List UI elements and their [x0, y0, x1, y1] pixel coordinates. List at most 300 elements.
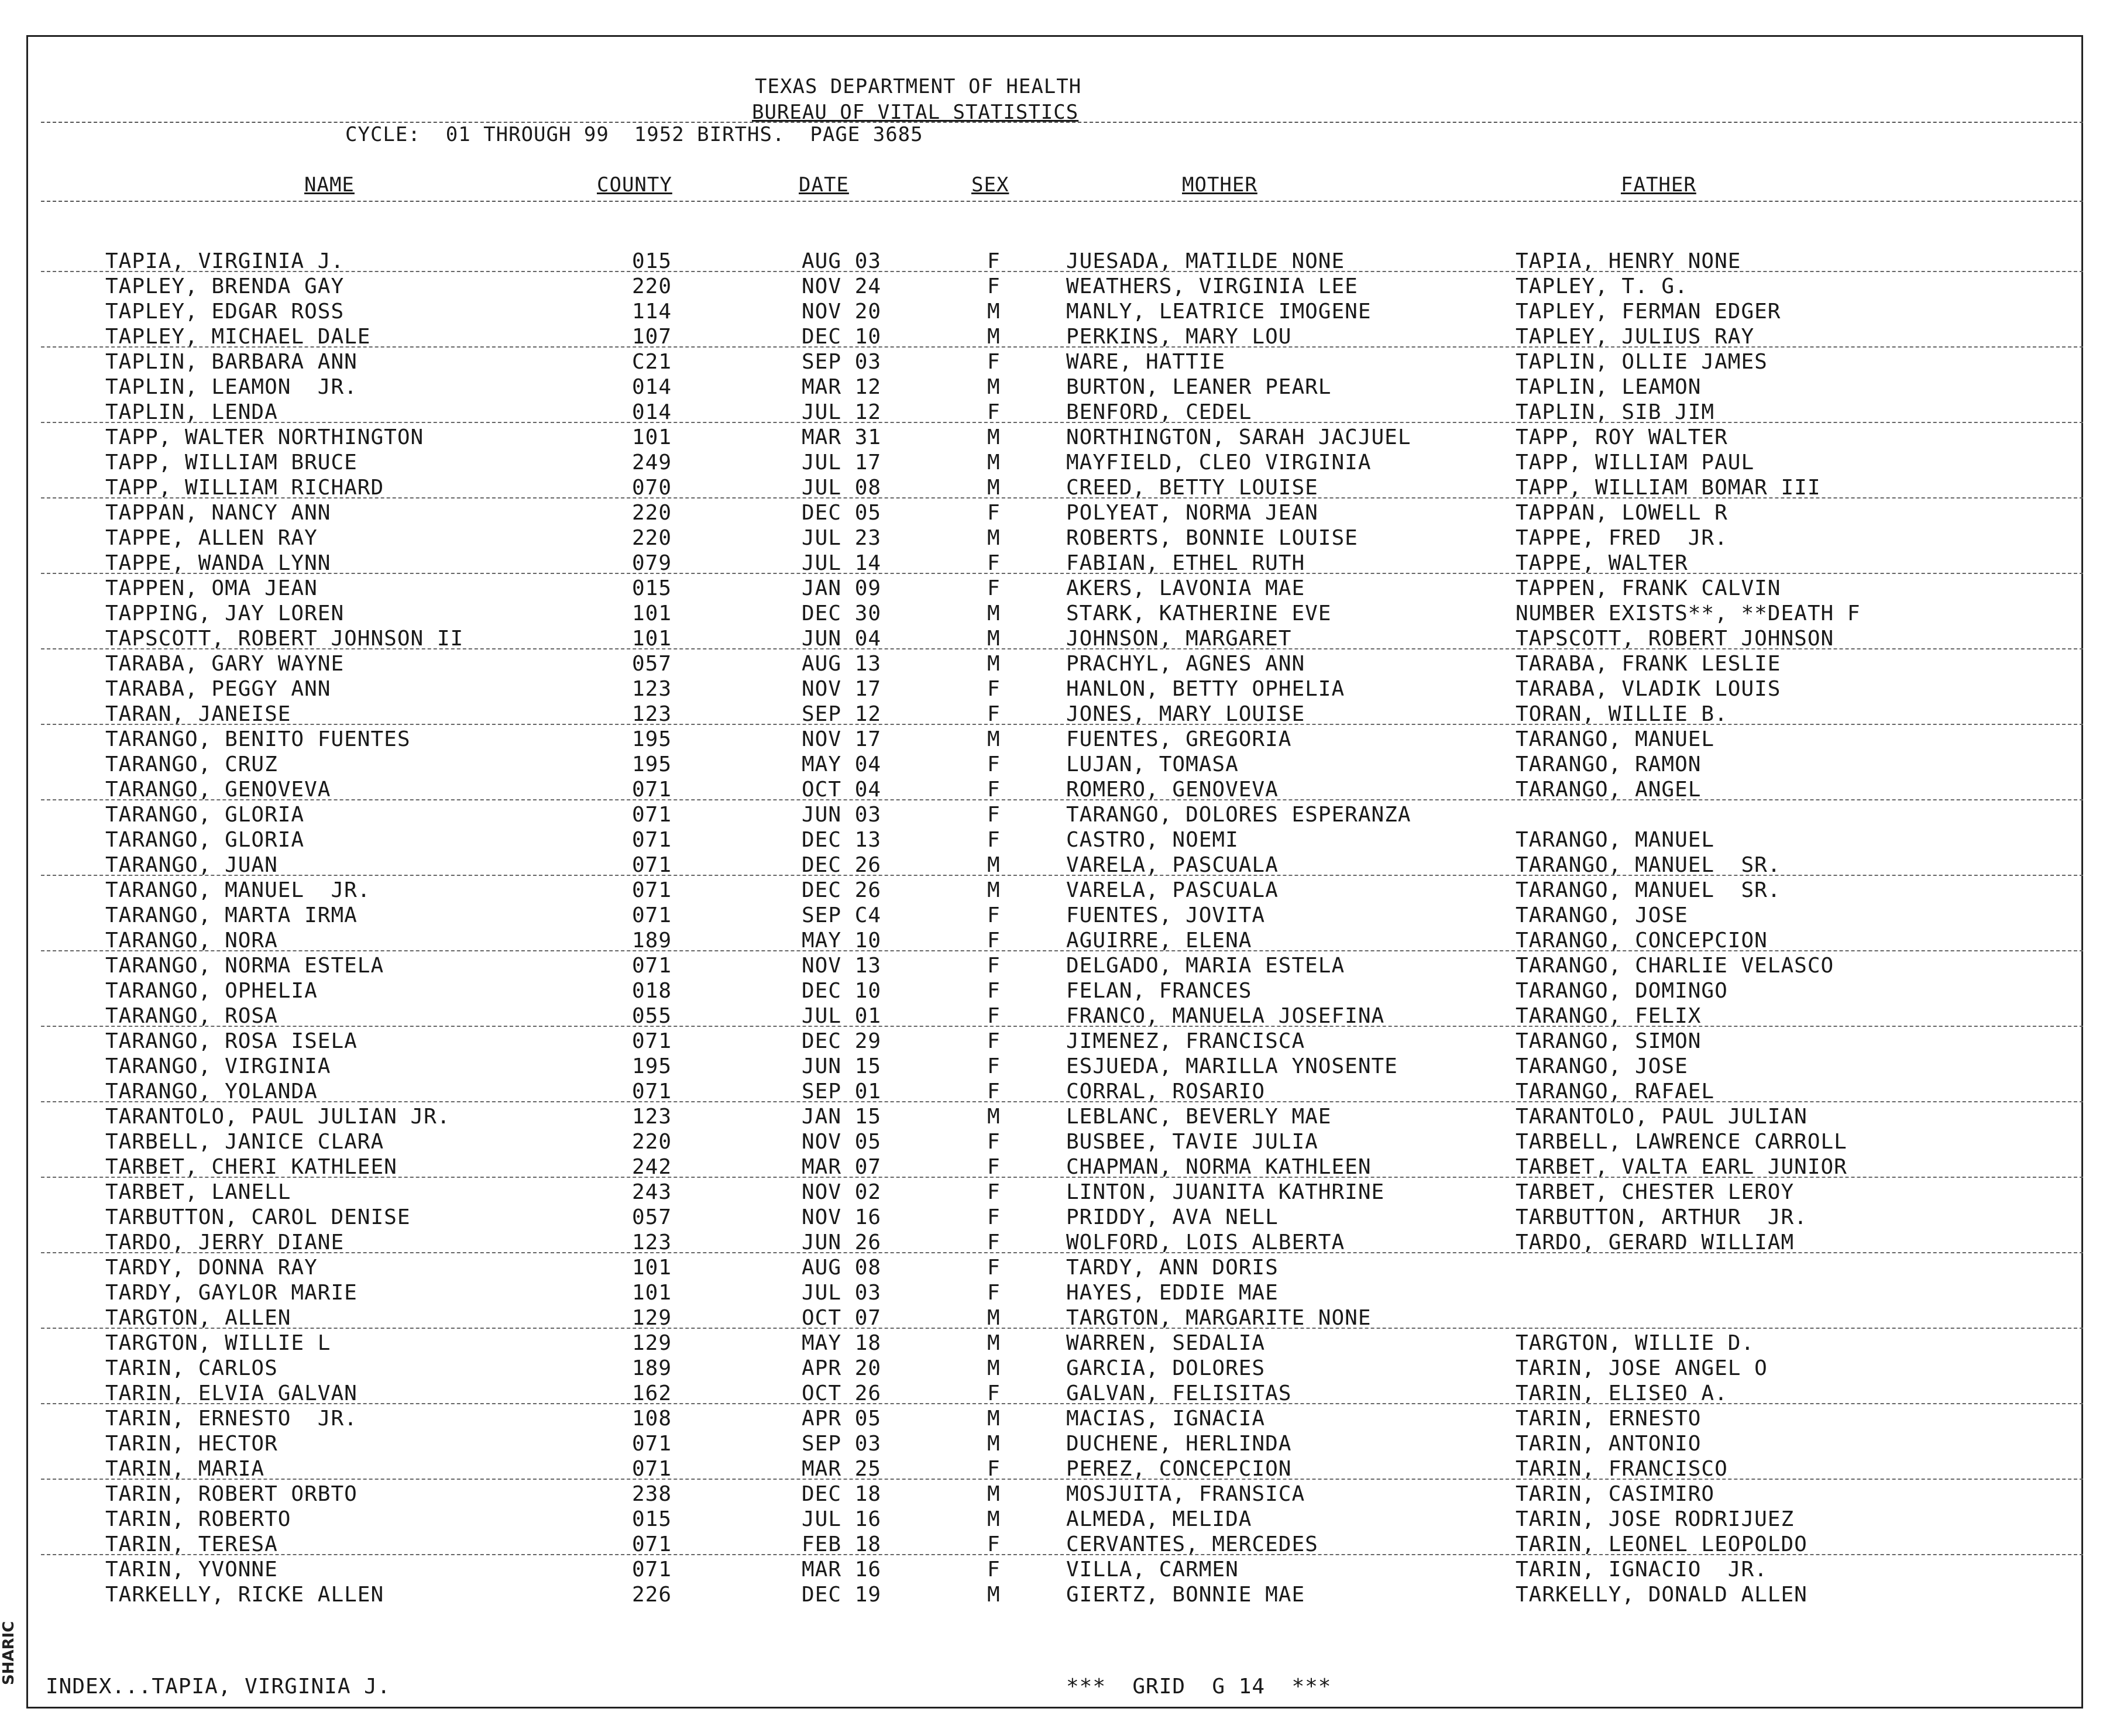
row-divider — [41, 950, 2083, 951]
table-row — [0, 324, 2083, 349]
cell-county: 243 — [632, 1180, 672, 1204]
table-row — [0, 1154, 2083, 1180]
cell-sex: F — [987, 1457, 1001, 1481]
cell-sex: F — [987, 1532, 1001, 1556]
cell-name: TARIN, HECTOR — [105, 1432, 278, 1456]
column-header-father: FATHER — [1621, 173, 1696, 197]
table-row — [0, 1054, 2083, 1079]
table-row — [0, 1205, 2083, 1230]
cell-sex: F — [987, 803, 1001, 827]
cell-date: DEC 29 — [802, 1029, 882, 1053]
row-divider — [41, 573, 2083, 574]
cell-county: 195 — [632, 752, 672, 776]
cell-mother: CERVANTES, MERCEDES — [1066, 1532, 1318, 1556]
cell-mother: LEBLANC, BEVERLY MAE — [1066, 1105, 1332, 1129]
cell-mother: WARREN, SEDALIA — [1066, 1331, 1266, 1355]
cell-county: 071 — [632, 828, 672, 852]
cell-father: TAPP, WILLIAM BOMAR III — [1516, 476, 1821, 500]
cell-sex: F — [987, 828, 1001, 852]
cell-name: TARIN, CARLOS — [105, 1356, 278, 1380]
table-row — [0, 928, 2083, 953]
cell-date: NOV 05 — [802, 1130, 882, 1154]
cell-date: AUG 03 — [802, 249, 882, 273]
cell-sex: F — [987, 1130, 1001, 1154]
cell-sex: F — [987, 1230, 1001, 1254]
cell-father: TAPP, WILLIAM PAUL — [1516, 451, 1755, 475]
cell-father: TARANGO, MANUEL — [1516, 828, 1715, 852]
cell-name: TAPPEN, OMA JEAN — [105, 576, 318, 600]
cell-sex: F — [987, 1381, 1001, 1405]
cell-date: NOV 17 — [802, 727, 882, 751]
cell-name: TAPIA, VIRGINIA J. — [105, 249, 345, 273]
cell-father: NUMBER EXISTS**, **DEATH F — [1516, 601, 1861, 625]
cell-date: APR 05 — [802, 1407, 882, 1431]
cell-date: MAR 25 — [802, 1457, 882, 1481]
cell-father: TAPSCOTT, ROBERT JOHNSON — [1516, 627, 1834, 651]
cell-name: TARIN, TERESA — [105, 1532, 278, 1556]
cell-date: JUL 01 — [802, 1004, 882, 1028]
cell-name: TARBELL, JANICE CLARA — [105, 1130, 384, 1154]
cell-name: TARANGO, MARTA IRMA — [105, 903, 358, 927]
cell-county: 129 — [632, 1331, 672, 1355]
cell-date: JUL 12 — [802, 400, 882, 424]
cell-county: 071 — [632, 1432, 672, 1456]
cell-name: TAPLIN, LENDA — [105, 400, 278, 424]
cell-name: TAPPING, JAY LOREN — [105, 601, 345, 625]
cell-county: 123 — [632, 677, 672, 701]
cell-date: DEC 26 — [802, 878, 882, 902]
cell-name: TAPP, WILLIAM RICHARD — [105, 476, 384, 500]
table-row — [0, 601, 2083, 626]
cell-sex: F — [987, 501, 1001, 525]
cell-name: TAPPAN, NANCY ANN — [105, 501, 331, 525]
cell-sex: M — [987, 526, 1001, 550]
cell-name: TARBET, LANELL — [105, 1180, 291, 1204]
footer-grid: *** GRID G 14 *** — [1066, 1675, 1332, 1699]
cell-date: MAY 18 — [802, 1331, 882, 1355]
table-row — [0, 349, 2083, 374]
cell-father: TARIN, ERNESTO — [1516, 1407, 1702, 1431]
table-row — [0, 827, 2083, 852]
cell-father: TARIN, JOSE RODRIJUEZ — [1516, 1507, 1795, 1531]
cell-name: TAPLEY, EDGAR ROSS — [105, 300, 345, 324]
cell-sex: M — [987, 727, 1001, 751]
cell-mother: JONES, MARY LOUISE — [1066, 702, 1305, 726]
cell-county: 057 — [632, 652, 672, 676]
cell-father: TARIN, FRANCISCO — [1516, 1457, 1728, 1481]
cell-county: 071 — [632, 853, 672, 877]
cell-mother: MOSJUITA, FRANSICA — [1066, 1482, 1305, 1506]
cell-sex: M — [987, 451, 1001, 475]
table-row — [0, 1331, 2083, 1356]
cell-mother: DELGADO, MARIA ESTELA — [1066, 954, 1345, 978]
table-row — [0, 1305, 2083, 1331]
table-row — [0, 374, 2083, 400]
cell-date: NOV 16 — [802, 1205, 882, 1229]
cell-county: 071 — [632, 954, 672, 978]
cell-name: TAPP, WILLIAM BRUCE — [105, 451, 358, 475]
cell-mother: GIERTZ, BONNIE MAE — [1066, 1583, 1305, 1607]
cell-father: TARIN, IGNACIO JR. — [1516, 1558, 1768, 1582]
table-row — [0, 727, 2083, 752]
cell-date: JUN 15 — [802, 1054, 882, 1078]
cell-mother: FRANCO, MANUELA JOSEFINA — [1066, 1004, 1385, 1028]
cell-mother: ROBERTS, BONNIE LOUISE — [1066, 526, 1358, 550]
cell-county: 014 — [632, 375, 672, 399]
cell-father: TARIN, JOSE ANGEL O — [1516, 1356, 1768, 1380]
table-row — [0, 1431, 2083, 1456]
cell-sex: F — [987, 1256, 1001, 1280]
table-row — [0, 1356, 2083, 1381]
cell-mother: WEATHERS, VIRGINIA LEE — [1066, 274, 1358, 298]
row-divider — [41, 1101, 2083, 1102]
cell-father: TARDO, GERARD WILLIAM — [1516, 1230, 1795, 1254]
cell-mother: BUSBEE, TAVIE JULIA — [1066, 1130, 1318, 1154]
table-row — [0, 249, 2083, 274]
cell-date: NOV 13 — [802, 954, 882, 978]
cell-name: TAPLEY, BRENDA GAY — [105, 274, 345, 298]
cell-father: TARANGO, DOMINGO — [1516, 979, 1728, 1003]
cell-sex: M — [987, 1105, 1001, 1129]
cell-father: TAPPAN, LOWELL R — [1516, 501, 1728, 525]
cell-sex: F — [987, 576, 1001, 600]
cell-father: TARIN, ANTONIO — [1516, 1432, 1702, 1456]
table-row — [0, 1029, 2083, 1054]
cell-sex: M — [987, 1583, 1001, 1607]
cell-sex: M — [987, 878, 1001, 902]
cell-mother: DUCHENE, HERLINDA — [1066, 1432, 1292, 1456]
cell-name: TARANGO, VIRGINIA — [105, 1054, 331, 1078]
cell-county: 057 — [632, 1205, 672, 1229]
cell-name: TARIN, MARIA — [105, 1457, 265, 1481]
column-header-county: COUNTY — [597, 173, 672, 197]
table-row — [0, 1406, 2083, 1431]
footer-index: INDEX...TAPIA, VIRGINIA J. — [46, 1675, 391, 1699]
cell-mother: VARELA, PASCUALA — [1066, 878, 1279, 902]
cell-name: TARANGO, ROSA ISELA — [105, 1029, 358, 1053]
header-bureau: BUREAU OF VITAL STATISTICS — [752, 101, 1079, 124]
row-divider — [41, 422, 2083, 423]
cell-name: TARANGO, OPHELIA — [105, 979, 318, 1003]
cell-date: DEC 26 — [802, 853, 882, 877]
cell-sex: F — [987, 551, 1001, 575]
table-row — [0, 978, 2083, 1003]
cell-sex: M — [987, 627, 1001, 651]
cell-county: 220 — [632, 501, 672, 525]
cell-sex: F — [987, 1155, 1001, 1179]
cell-sex: M — [987, 1356, 1001, 1380]
cell-mother: ESJUEDA, MARILLA YNOSENTE — [1066, 1054, 1398, 1078]
table-row — [0, 1381, 2083, 1406]
cell-father: TARBELL, LAWRENCE CARROLL — [1516, 1130, 1847, 1154]
cell-county: 195 — [632, 1054, 672, 1078]
cell-sex: M — [987, 375, 1001, 399]
cell-date: OCT 04 — [802, 778, 882, 802]
cell-sex: F — [987, 1004, 1001, 1028]
table-row — [0, 1104, 2083, 1129]
cell-mother: POLYEAT, NORMA JEAN — [1066, 501, 1318, 525]
cell-sex: M — [987, 476, 1001, 500]
cell-date: DEC 30 — [802, 601, 882, 625]
cell-name: TARANGO, MANUEL JR. — [105, 878, 371, 902]
cell-county: 189 — [632, 929, 672, 953]
cell-name: TAPPE, WANDA LYNN — [105, 551, 331, 575]
cell-father: TAPLEY, JULIUS RAY — [1516, 325, 1755, 349]
cell-father: TORAN, WILLIE B. — [1516, 702, 1728, 726]
cell-county: 018 — [632, 979, 672, 1003]
table-row — [0, 1532, 2083, 1557]
cell-county: 108 — [632, 1407, 672, 1431]
cell-sex: M — [987, 425, 1001, 449]
cell-date: OCT 26 — [802, 1381, 882, 1405]
cell-mother: GARCIA, DOLORES — [1066, 1356, 1266, 1380]
cell-mother: STARK, KATHERINE EVE — [1066, 601, 1332, 625]
table-row — [0, 676, 2083, 702]
cell-name: TAPLEY, MICHAEL DALE — [105, 325, 371, 349]
cell-mother: PERKINS, MARY LOU — [1066, 325, 1292, 349]
cell-mother: JUESADA, MATILDE NONE — [1066, 249, 1345, 273]
cell-county: 071 — [632, 903, 672, 927]
cell-sex: F — [987, 979, 1001, 1003]
row-divider — [41, 1554, 2083, 1555]
cell-name: TARDY, DONNA RAY — [105, 1256, 318, 1280]
cell-mother: FUENTES, GREGORIA — [1066, 727, 1292, 751]
cell-sex: F — [987, 954, 1001, 978]
cell-date: SEP 12 — [802, 702, 882, 726]
table-row — [0, 274, 2083, 299]
row-divider — [41, 1026, 2083, 1027]
cell-mother: FUENTES, JOVITA — [1066, 903, 1266, 927]
table-row — [0, 475, 2083, 500]
cell-mother: MAYFIELD, CLEO VIRGINIA — [1066, 451, 1372, 475]
cell-county: 107 — [632, 325, 672, 349]
cell-county: 071 — [632, 1532, 672, 1556]
row-divider — [41, 497, 2083, 499]
cell-county: 129 — [632, 1306, 672, 1330]
cell-name: TARDO, JERRY DIANE — [105, 1230, 345, 1254]
cell-sex: M — [987, 652, 1001, 676]
cell-county: 101 — [632, 425, 672, 449]
cell-name: TARGTON, WILLIE L — [105, 1331, 331, 1355]
cell-county: 123 — [632, 1230, 672, 1254]
column-header-mother: MOTHER — [1182, 173, 1257, 197]
cell-name: TARIN, ROBERT ORBTO — [105, 1482, 358, 1506]
cell-sex: F — [987, 903, 1001, 927]
cell-mother: AKERS, LAVONIA MAE — [1066, 576, 1305, 600]
cell-date: SEP 03 — [802, 1432, 882, 1456]
cell-county: 071 — [632, 778, 672, 802]
cell-county: 101 — [632, 1281, 672, 1305]
cell-date: JUN 04 — [802, 627, 882, 651]
cell-date: JUL 23 — [802, 526, 882, 550]
cell-father: TAPLEY, FERMAN EDGER — [1516, 300, 1781, 324]
cell-mother: HAYES, EDDIE MAE — [1066, 1281, 1279, 1305]
cell-county: 055 — [632, 1004, 672, 1028]
cell-sex: M — [987, 325, 1001, 349]
cell-date: DEC 18 — [802, 1482, 882, 1506]
table-row — [0, 1582, 2083, 1607]
cell-date: FEB 18 — [802, 1532, 882, 1556]
cell-date: JUL 16 — [802, 1507, 882, 1531]
cell-county: 014 — [632, 400, 672, 424]
cell-county: 220 — [632, 274, 672, 298]
cell-father: TAPPE, WALTER — [1516, 551, 1688, 575]
cell-sex: M — [987, 300, 1001, 324]
cell-county: 220 — [632, 1130, 672, 1154]
cell-name: TARANGO, NORMA ESTELA — [105, 954, 384, 978]
table-row — [0, 1003, 2083, 1029]
cell-mother: PEREZ, CONCEPCION — [1066, 1457, 1292, 1481]
cell-mother: LUJAN, TOMASA — [1066, 752, 1239, 776]
table-row — [0, 1557, 2083, 1582]
cell-county: 101 — [632, 627, 672, 651]
cell-name: TARANGO, JUAN — [105, 853, 278, 877]
cell-name: TARKELLY, RICKE ALLEN — [105, 1583, 384, 1607]
cell-sex: F — [987, 752, 1001, 776]
cell-father: TAPIA, HENRY NONE — [1516, 249, 1741, 273]
cell-mother: PRIDDY, AVA NELL — [1066, 1205, 1279, 1229]
cell-father: TARKELLY, DONALD ALLEN — [1516, 1583, 1808, 1607]
table-row — [0, 551, 2083, 576]
cell-father: TARIN, LEONEL LEOPOLDO — [1516, 1532, 1808, 1556]
table-row — [0, 1456, 2083, 1481]
column-header-sex: SEX — [971, 173, 1009, 197]
cell-county: 249 — [632, 451, 672, 475]
table-row — [0, 450, 2083, 475]
cell-name: TARANGO, BENITO FUENTES — [105, 727, 411, 751]
cell-sex: F — [987, 1205, 1001, 1229]
table-row — [0, 1129, 2083, 1154]
cell-sex: F — [987, 1054, 1001, 1078]
cell-date: JUL 17 — [802, 451, 882, 475]
table-row — [0, 903, 2083, 928]
cell-father: TARABA, VLADIK LOUIS — [1516, 677, 1781, 701]
cell-sex: F — [987, 400, 1001, 424]
cell-name: TARABA, PEGGY ANN — [105, 677, 331, 701]
cell-date: APR 20 — [802, 1356, 882, 1380]
cell-county: 071 — [632, 878, 672, 902]
cell-date: JUL 14 — [802, 551, 882, 575]
cell-father: TARANGO, CHARLIE VELASCO — [1516, 954, 1834, 978]
row-divider — [41, 271, 2083, 272]
cell-mother: BENFORD, CEDEL — [1066, 400, 1252, 424]
table-row — [0, 953, 2083, 978]
cell-sex: M — [987, 601, 1001, 625]
cell-date: JUN 26 — [802, 1230, 882, 1254]
cell-name: TARIN, ROBERTO — [105, 1507, 291, 1531]
cell-father: TARANGO, ANGEL — [1516, 778, 1702, 802]
cell-mother: TARDY, ANN DORIS — [1066, 1256, 1279, 1280]
table-row — [0, 626, 2083, 651]
cell-county: 220 — [632, 526, 672, 550]
cell-date: JAN 15 — [802, 1105, 882, 1129]
cell-sex: F — [987, 249, 1001, 273]
cell-date: JUN 03 — [802, 803, 882, 827]
cell-date: DEC 13 — [802, 828, 882, 852]
cell-county: 015 — [632, 576, 672, 600]
cell-father: TARABA, FRANK LESLIE — [1516, 652, 1781, 676]
cell-name: TARANGO, YOLANDA — [105, 1080, 318, 1104]
table-row — [0, 878, 2083, 903]
column-header-date: DATE — [799, 173, 849, 197]
cell-name: TARANGO, NORA — [105, 929, 278, 953]
cell-sex: F — [987, 350, 1001, 374]
cell-county: 238 — [632, 1482, 672, 1506]
cell-date: DEC 10 — [802, 325, 882, 349]
cell-sex: M — [987, 853, 1001, 877]
cell-father: TAPLEY, T. G. — [1516, 274, 1688, 298]
cell-father: TAPPEN, FRANK CALVIN — [1516, 576, 1781, 600]
cell-name: TAPPE, ALLEN RAY — [105, 526, 318, 550]
cell-father: TAPPE, FRED JR. — [1516, 526, 1728, 550]
cell-father: TARIN, ELISEO A. — [1516, 1381, 1728, 1405]
cell-mother: JOHNSON, MARGARET — [1066, 627, 1292, 651]
row-divider — [41, 1328, 2083, 1329]
table-row — [0, 1280, 2083, 1305]
cell-name: TAPSCOTT, ROBERT JOHNSON II — [105, 627, 464, 651]
cell-father: TARANGO, MANUEL SR. — [1516, 853, 1781, 877]
cell-name: TARANGO, GLORIA — [105, 803, 305, 827]
cell-sex: M — [987, 1507, 1001, 1531]
cell-mother: NORTHINGTON, SARAH JACJUEL — [1066, 425, 1411, 449]
cell-name: TARANGO, CRUZ — [105, 752, 278, 776]
cell-mother: MACIAS, IGNACIA — [1066, 1407, 1266, 1431]
table-row — [0, 702, 2083, 727]
cell-name: TARAN, JANEISE — [105, 702, 291, 726]
cell-date: MAR 16 — [802, 1558, 882, 1582]
cell-mother: CASTRO, NOEMI — [1066, 828, 1239, 852]
cell-name: TARANGO, GENOVEVA — [105, 778, 331, 802]
cell-name: TARBUTTON, CAROL DENISE — [105, 1205, 411, 1229]
cell-name: TARANGO, ROSA — [105, 1004, 278, 1028]
cell-date: MAY 10 — [802, 929, 882, 953]
cell-date: NOV 02 — [802, 1180, 882, 1204]
row-divider — [41, 1479, 2083, 1480]
row-divider — [41, 346, 2083, 348]
cell-mother: FABIAN, ETHEL RUTH — [1066, 551, 1305, 575]
cell-county: 071 — [632, 1457, 672, 1481]
cell-date: NOV 17 — [802, 677, 882, 701]
cell-father: TARANGO, CONCEPCION — [1516, 929, 1768, 953]
table-row — [0, 576, 2083, 601]
cell-county: C21 — [632, 350, 672, 374]
cell-sex: F — [987, 1080, 1001, 1104]
table-row — [0, 1507, 2083, 1532]
cell-date: JUL 03 — [802, 1281, 882, 1305]
cell-mother: HANLON, BETTY OPHELIA — [1066, 677, 1345, 701]
cell-mother: AGUIRRE, ELENA — [1066, 929, 1252, 953]
cell-county: 101 — [632, 601, 672, 625]
cell-name: TARIN, ERNESTO JR. — [105, 1407, 358, 1431]
cell-date: MAR 31 — [802, 425, 882, 449]
cell-county: 195 — [632, 727, 672, 751]
cell-mother: ALMEDA, MELIDA — [1066, 1507, 1252, 1531]
cell-date: JAN 09 — [802, 576, 882, 600]
cell-name: TARABA, GARY WAYNE — [105, 652, 345, 676]
cell-county: 071 — [632, 1029, 672, 1053]
cell-county: 070 — [632, 476, 672, 500]
cell-name: TARGTON, ALLEN — [105, 1306, 291, 1330]
table-row — [0, 500, 2083, 525]
cell-father: TARANGO, JOSE — [1516, 903, 1688, 927]
cell-name: TARANGO, GLORIA — [105, 828, 305, 852]
cell-father: TARANGO, FELIX — [1516, 1004, 1702, 1028]
cell-date: JUL 08 — [802, 476, 882, 500]
cell-father: TAPLIN, OLLIE JAMES — [1516, 350, 1768, 374]
cell-date: SEP 01 — [802, 1080, 882, 1104]
table-row — [0, 802, 2083, 827]
cell-name: TARIN, YVONNE — [105, 1558, 278, 1582]
